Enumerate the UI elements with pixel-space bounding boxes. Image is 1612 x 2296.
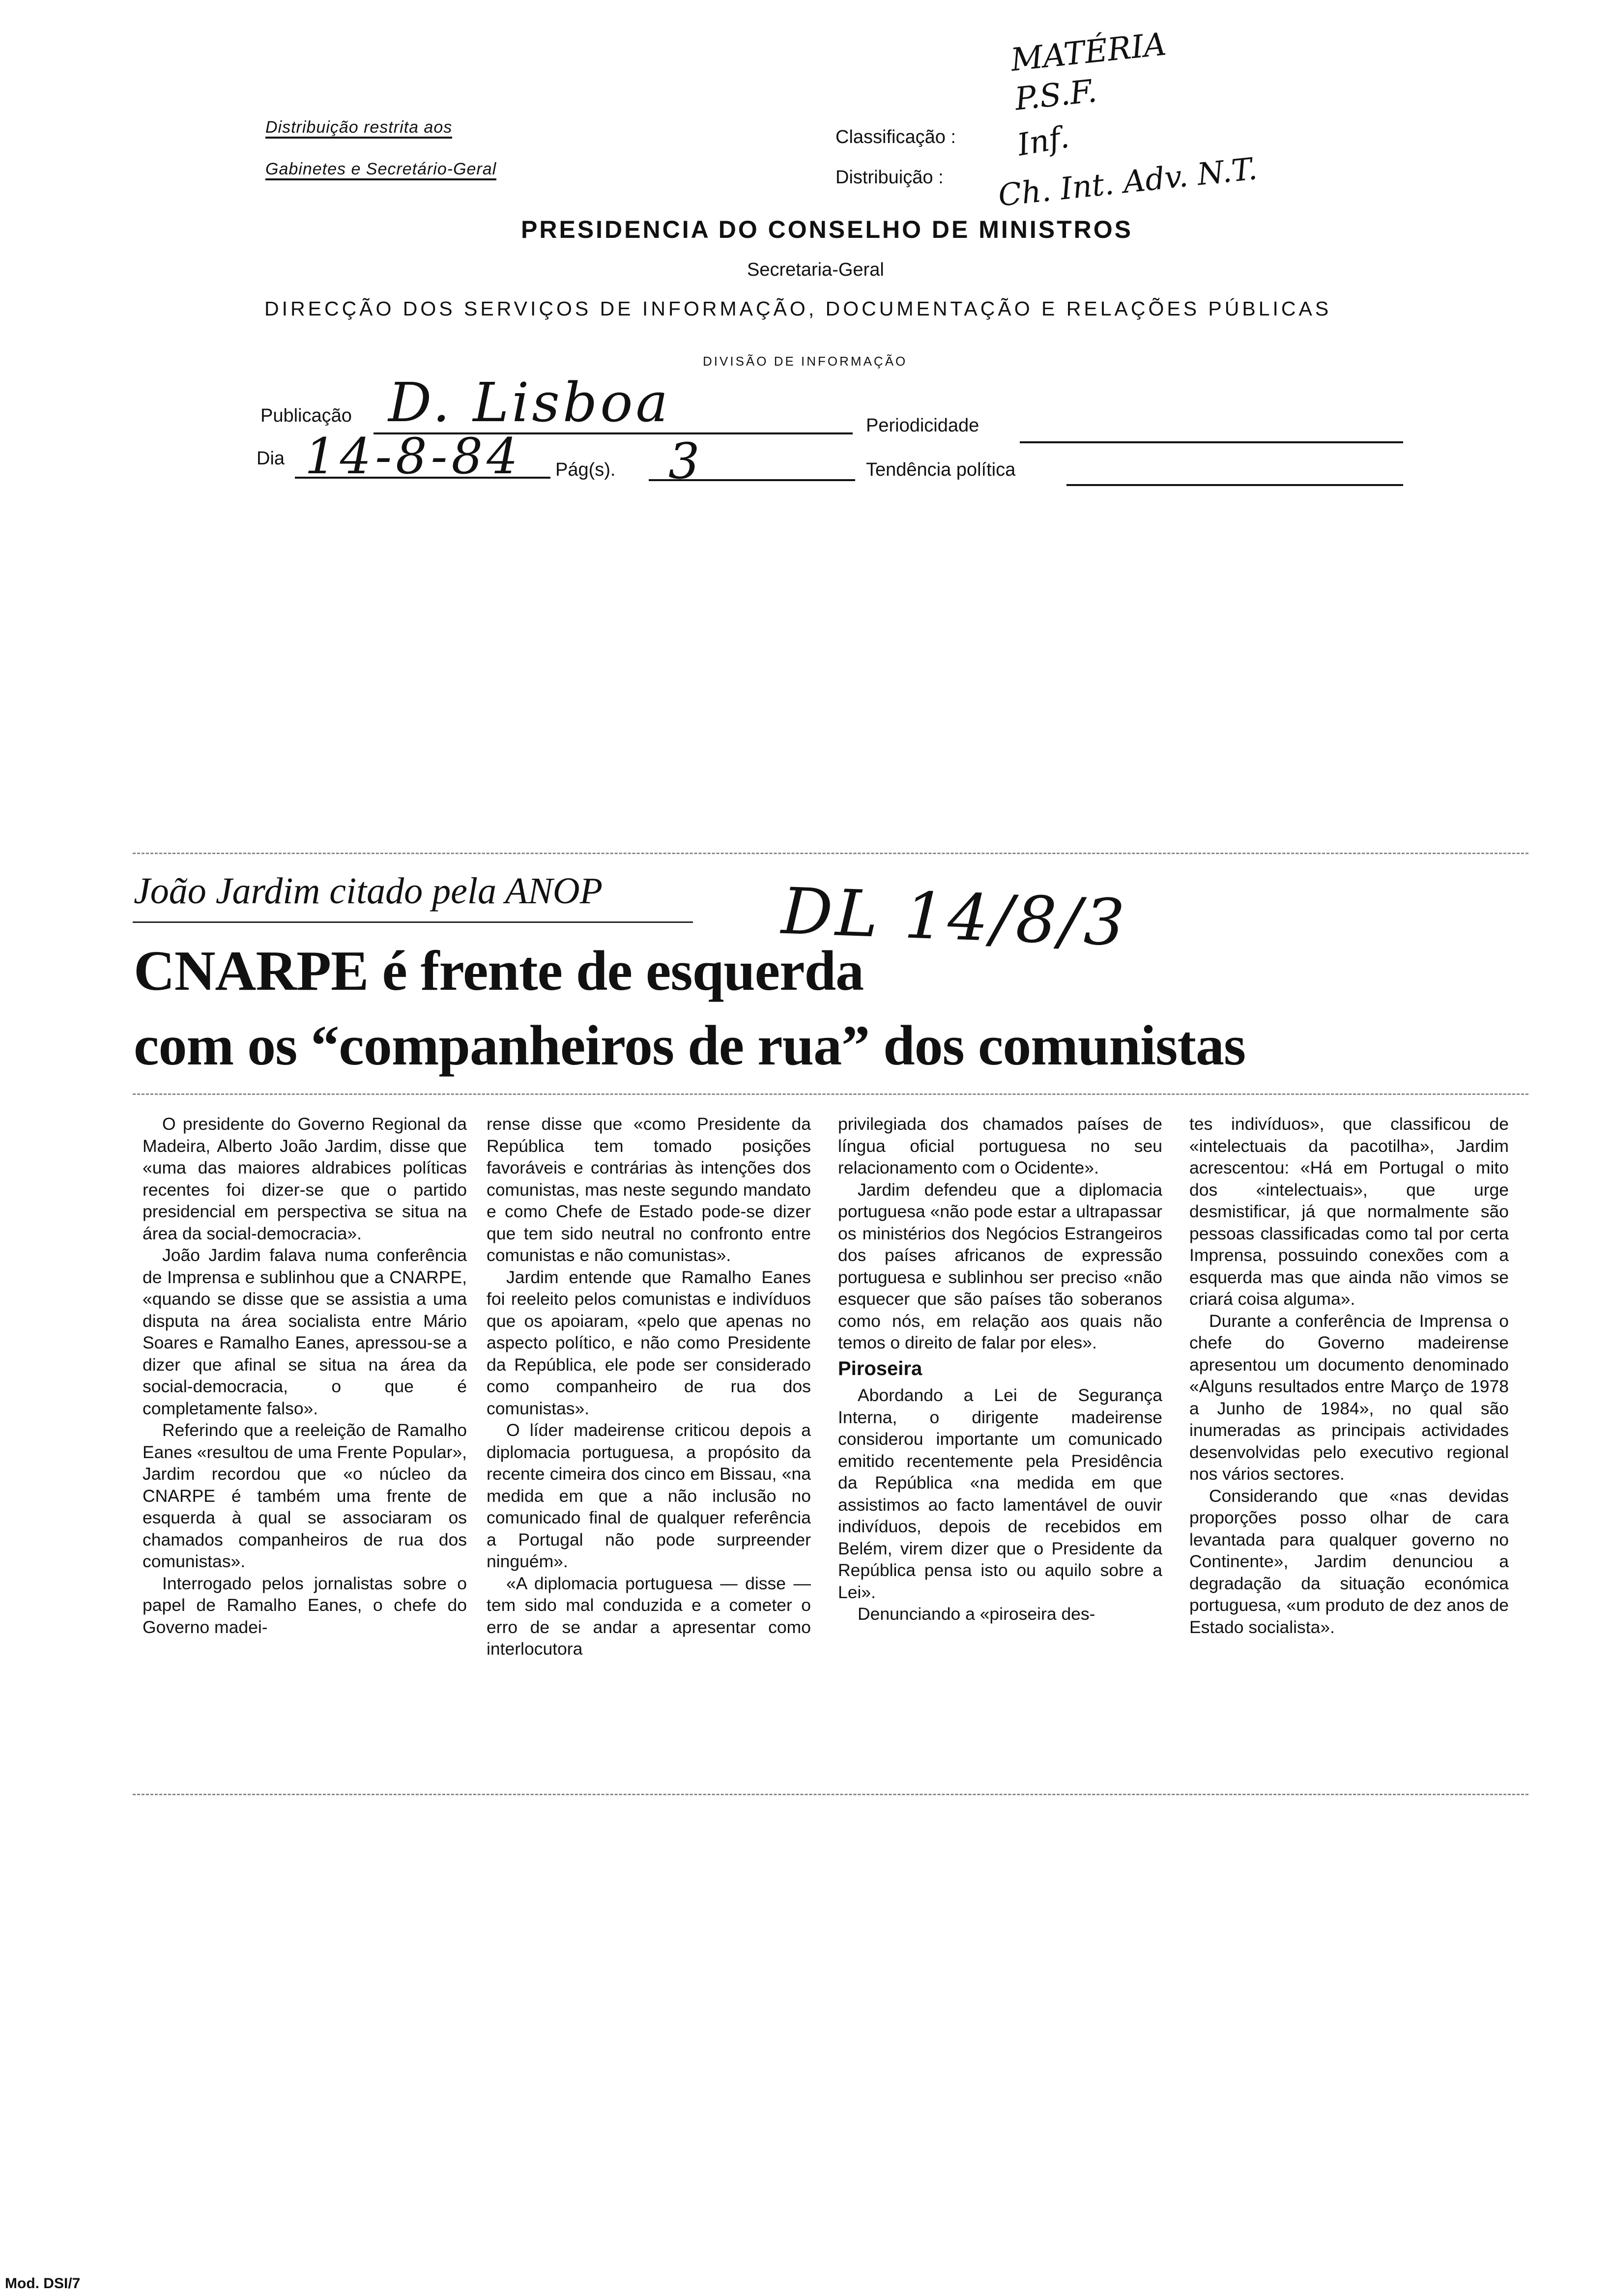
handwritten-article-ref: DL 14/8/3 <box>780 873 1129 961</box>
handwritten-classification: Inf. <box>1014 118 1072 163</box>
periodicidade-line <box>1020 441 1403 443</box>
article-headline-line1: CNARPE é frente de esquerda <box>134 940 864 1003</box>
article-column-1 <box>143 1113 467 1638</box>
col1-paragraph: Referindo que a reeleição de Ramalho Eanes «resultou de uma Frente Popular», Jardim recordou que «o núcleo da CNARPE é também uma frente de esquerda à qual se associaram os chamados companheiros de rua dos comunistas». <box>143 1420 467 1571</box>
publicacao-label: Publicação <box>260 405 352 426</box>
header-title: PRESIDENCIA DO CONSELHO DE MINISTROS <box>521 216 1133 243</box>
pags-value: 3 <box>668 432 700 490</box>
pags-label: Pág(s). <box>555 459 616 480</box>
col1-paragraph: Interrogado pelos jornalistas sobre o papel de Ramalho Eanes, o chefe do Governo madei- <box>143 1573 467 1637</box>
col1-paragraph: O presidente do Governo Regional da Madeira, Alberto João Jardim, disse que «uma das maiores aldrabices políticas recentes foi dizer-se que o partido presidencial em perspectiva se situa na área da social-democracia». <box>143 1114 467 1243</box>
dia-value: 14-8-84 <box>305 428 522 485</box>
col1-paragraph: João Jardim falava numa conferência de Imprensa e sublinhou que a CNARPE, «quando se disse que se assistia a uma disputa na área socialista entre Mário Soares e Ramalho Eanes, apressou-se a dizer que afinal se situa na área da social-democracia, o que é completamente falso». <box>143 1245 467 1418</box>
handwritten-distribution: Ch. Int. Adv. N.T. <box>996 150 1259 214</box>
tendencia-line <box>1066 484 1403 486</box>
header-subtitle: Secretaria-Geral <box>747 259 884 280</box>
dia-label: Dia <box>257 448 285 469</box>
classificacao-label: Classificação : <box>835 127 956 147</box>
col3-paragraph: privilegiada dos chamados países de língua oficial portuguesa no seu relacionamento com o Ocidente». <box>838 1114 1162 1177</box>
kicker-underline <box>133 921 693 923</box>
periodicidade-label: Periodicidade <box>866 415 979 436</box>
header-division: DIVISÃO DE INFORMAÇÃO <box>703 354 908 369</box>
distribution-note-line1 <box>265 118 452 137</box>
distribution-note-line1-text: Distribuição restrita aos <box>265 118 452 139</box>
col3-subheading: Piroseira <box>838 1357 922 1379</box>
distribuicao-label: Distribuição : <box>835 167 944 188</box>
handwritten-annotation-top: MATÉRIA P.S.F. <box>1009 26 1168 118</box>
header-department: DIRECÇÃO DOS SERVIÇOS DE INFORMAÇÃO, DOCUMENTAÇÃO E RELAÇÕES PÚBLICAS <box>264 297 1332 320</box>
clipping-top-edge <box>133 853 1528 854</box>
clipping-bottom-edge <box>133 1794 1528 1795</box>
article-column-2 <box>487 1113 811 1660</box>
distribution-note-line2 <box>265 160 496 179</box>
publicacao-value: D. Lisboa <box>388 371 671 434</box>
col2-paragraph: Jardim entende que Ramalho Eanes foi reeleito pelos comunistas e indivíduos que os apoiaram, «pelo que apenas no aspecto político, e não como Presidente da República, ele pode ser considerado como companheiro de rua dos comunistas». <box>487 1267 811 1418</box>
col2-paragraph: O líder madeirense criticou depois a diplomacia portuguesa, a propósito da recente cimeira dos cinco em Bissau, «na medida em que a não inclusão no comunicado final de qualquer referência a Portugal não pode surpreender ninguém». <box>487 1420 811 1571</box>
col3-paragraph: Abordando a Lei de Segurança Interna, o dirigente madeirense considerou importante um comunicado emitido recentemente pela Presidência da República «na medida em que assistimos ao facto lamentável de ouvir indivíduos, depois de recebidos em Belém, virem dizer que o Presidente da República pensa isto ou aquilo sobre a Lei». <box>838 1385 1162 1602</box>
distribution-note-line2-text: Gabinetes e Secretário-Geral <box>265 160 496 180</box>
article-column-4 <box>1189 1113 1509 1638</box>
col3-paragraph: Jardim defendeu que a diplomacia portuguesa «não pode estar a ultrapassar os ministérios dos Negócios Estrangeiros dos países africanos de expressão portuguesa e sublinhou ser preciso «não esquecer que são países tão soberanos como nós, em relação aos quais não temos o direito de falar por eles». <box>838 1179 1162 1352</box>
col3-paragraph: Denunciando a «piroseira des- <box>858 1604 1095 1624</box>
col4-paragraph: tes indivíduos», que classificou de «intelectuais da pacotilha», Jardim acrescentou: «Há em Portugal o mito dos «intelectuais», que urge desmistificar, já que normalmente são pessoas classificadas como tal por certa Imprensa, possuindo conexões com a esquerda mas que ainda não vimos se criará coisa alguma». <box>1189 1114 1509 1309</box>
article-column-3 <box>838 1113 1162 1625</box>
article-kicker: João Jardim citado pela ANOP <box>134 870 603 912</box>
col2-paragraph: «A diplomacia portuguesa — disse — tem sido mal conduzida e a cometer o erro de se andar a apresentar como interlocutora <box>487 1573 811 1659</box>
col4-paragraph: Durante a conferência de Imprensa o chefe do Governo madeirense apresentou um documento denominado «Alguns resultados entre Março de 1978 a Junho de 1984», no qual são inumeradas as principais actividades desenvolvidas pelo executivo regional nos vários sectores. <box>1189 1311 1509 1484</box>
col4-paragraph: Considerando que «nas devidas proporções posso olhar de cara levantada para qualquer governo no Continente», Jardim denunciou a degradação da situação económica portuguesa, «um produto de dez anos de Estado socialista». <box>1189 1486 1509 1637</box>
form-code: Mod. DSI/7 <box>5 2275 81 2292</box>
tendencia-label: Tendência política <box>866 459 1016 480</box>
article-headline-line2: com os “companheiros de rua” dos comunistas <box>134 1014 1246 1077</box>
headline-bottom-rule <box>133 1093 1528 1095</box>
col2-paragraph: rense disse que «como Presidente da República tem tomado posições favoráveis e contrárias às intenções dos comunistas, mas neste segundo mandato e como Chefe de Estado pode-se dizer que tem sido neutral no confronto entre comunistas e não comunistas». <box>487 1114 811 1265</box>
